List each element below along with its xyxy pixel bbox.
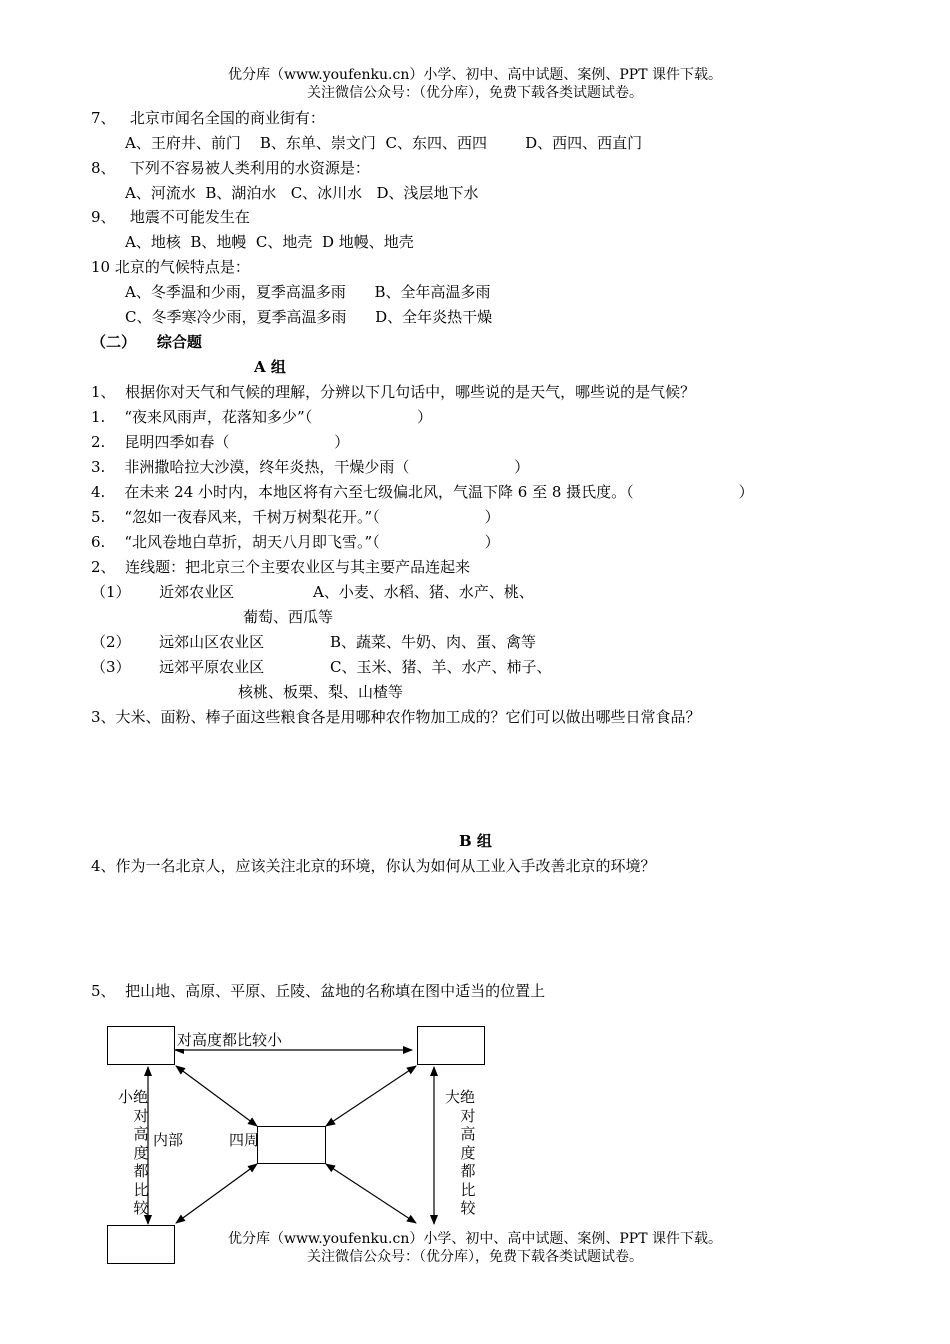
- diagram-right-vertical-label: [443, 1088, 477, 1218]
- answer-box-top-left[interactable]: [107, 1026, 175, 1065]
- question-9-text: 地震不可能发生在: [129, 208, 250, 226]
- question-10-options-1: A、冬季温和少雨，夏季高温多雨 B、全年高温多雨: [125, 283, 491, 301]
- vlabel-char: 比: [133, 1180, 149, 1199]
- comp-question-1-item: 1. “夜来风雨声，花落知多少”（ ）: [91, 408, 433, 426]
- vlabel-char: 度: [133, 1143, 149, 1162]
- match-right-b: B、蔬菜、牛奶、肉、蛋、禽等: [330, 633, 537, 651]
- answer-box-center[interactable]: [257, 1126, 326, 1164]
- diagram-left-vertical-label: [116, 1088, 150, 1218]
- vlabel-char: 高: [460, 1125, 476, 1143]
- vlabel-char: 比: [460, 1180, 476, 1199]
- vlabel-char: 较: [460, 1199, 476, 1217]
- comp-question-3: 3、大米、面粉、棒子面这些粮食各是用哪种农作物加工成的？它们可以做出哪些日常食品？: [91, 708, 701, 726]
- vlabel-char: 对: [133, 1106, 149, 1125]
- match-right-c: C、玉米、猪、羊、水产、柿子、: [330, 658, 552, 676]
- question-7-text: 北京市闻名全国的商业街有：: [129, 109, 325, 127]
- answer-box-top-right[interactable]: [417, 1026, 485, 1065]
- arrow-diagonal-top-left: [176, 1066, 257, 1126]
- footer-line-1: 优分库（www.youfenku.cn）小学、初中、高中试题、案例、PPT 课件下载。: [227, 1231, 722, 1247]
- question-9-options: A、地核 B、地幔 C、地壳 D 地幔、地壳: [125, 233, 414, 251]
- comp-question-1-item: 6. “北风卷地白草折，胡天八月即飞雪。”（ ）: [91, 533, 500, 551]
- vlabel-char: 大绝: [444, 1088, 475, 1106]
- vlabel-char: 小绝: [117, 1088, 148, 1106]
- question-8-text: 下列不容易被人类利用的水资源是：: [129, 159, 370, 177]
- header-line-2: 关注微信公众号：（优分库），免费下载各类试题试卷。: [307, 85, 643, 101]
- comp-question-2: 2、 连线题：把北京三个主要农业区与其主要产品连起来: [91, 558, 471, 576]
- comp-question-1-item: 3. 非洲撒哈拉大沙漠，终年炎热，干燥少雨（ ）: [91, 458, 530, 476]
- match-right-a-cont: 葡萄、西瓜等: [243, 608, 334, 626]
- question-10-text: 10 北京的气候特点是：: [91, 258, 250, 276]
- match-left-3: （3） 远郊平原农业区: [91, 658, 265, 676]
- question-7-number: 7、: [91, 109, 116, 127]
- comp-question-1-item: 2. 昆明四季如春（ ）: [91, 433, 350, 451]
- diagram-outer-label: 四周: [229, 1131, 260, 1149]
- comp-question-1-item: 4. 在未来 24 小时内，本地区将有六至七级偏北风，气温下降 6 至 8 摄氏度。（ ）: [91, 483, 754, 501]
- question-8-options: A、河流水 B、湖泊水 C、冰川水 D、浅层地下水: [125, 184, 479, 202]
- footer-line-2: 关注微信公众号：（优分库），免费下载各类试题试卷。: [307, 1249, 643, 1265]
- vlabel-char: 都: [460, 1162, 476, 1180]
- arrow-diagonal-bottom-left: [176, 1164, 257, 1223]
- match-right-a: A、小麦、水稻、猪、水产、桃、: [313, 583, 534, 601]
- comp-question-1-item: 5. “忽如一夜春风来，千树万树梨花开。”（ ）: [91, 508, 500, 526]
- comp-question-4: 4、作为一名北京人，应该关注北京的环境，你认为如何从工业入手改善北京的环境？: [91, 857, 656, 875]
- vlabel-char: 都: [133, 1162, 149, 1180]
- comp-question-1: 1、 根据你对天气和气候的理解，分辨以下几句话中，哪些说的是天气，哪些说的是气候？: [91, 383, 696, 401]
- match-left-2: （2） 远郊山区农业区: [91, 633, 265, 651]
- comp-question-5: 5、 把山地、高原、平原、丘陵、盆地的名称填在图中适当的位置上: [91, 982, 546, 1000]
- vlabel-char: 高: [133, 1125, 149, 1143]
- group-b-heading: B 组: [459, 832, 492, 850]
- diagram-inner-label: 内部: [153, 1131, 184, 1149]
- match-left-1: （1） 近郊农业区: [91, 583, 235, 601]
- vlabel-char: 度: [460, 1143, 476, 1162]
- arrow-diagonal-top-right: [326, 1066, 416, 1126]
- group-a-heading: A 组: [254, 358, 286, 376]
- question-8-number: 8、: [91, 159, 116, 177]
- question-9-number: 9、: [91, 208, 116, 226]
- vlabel-char: 对: [460, 1106, 476, 1125]
- match-right-c-cont: 核桃、板栗、梨、山楂等: [238, 683, 404, 701]
- diagram-top-label: 对高度都比较小: [177, 1031, 283, 1049]
- question-10-options-2: C、冬季寒冷少雨，夏季高温多雨 D、全年炎热干燥: [125, 308, 493, 326]
- vlabel-char: 较: [133, 1199, 149, 1217]
- question-7-options: A、王府井、前门 B、东单、崇文门 C、东四、西四 D、西四、西直门: [125, 134, 643, 152]
- section-title: （二） 综合题: [91, 333, 202, 351]
- arrow-diagonal-bottom-right: [326, 1164, 416, 1223]
- header-line-1: 优分库（www.youfenku.cn）小学、初中、高中试题、案例、PPT 课件下载。: [227, 67, 722, 83]
